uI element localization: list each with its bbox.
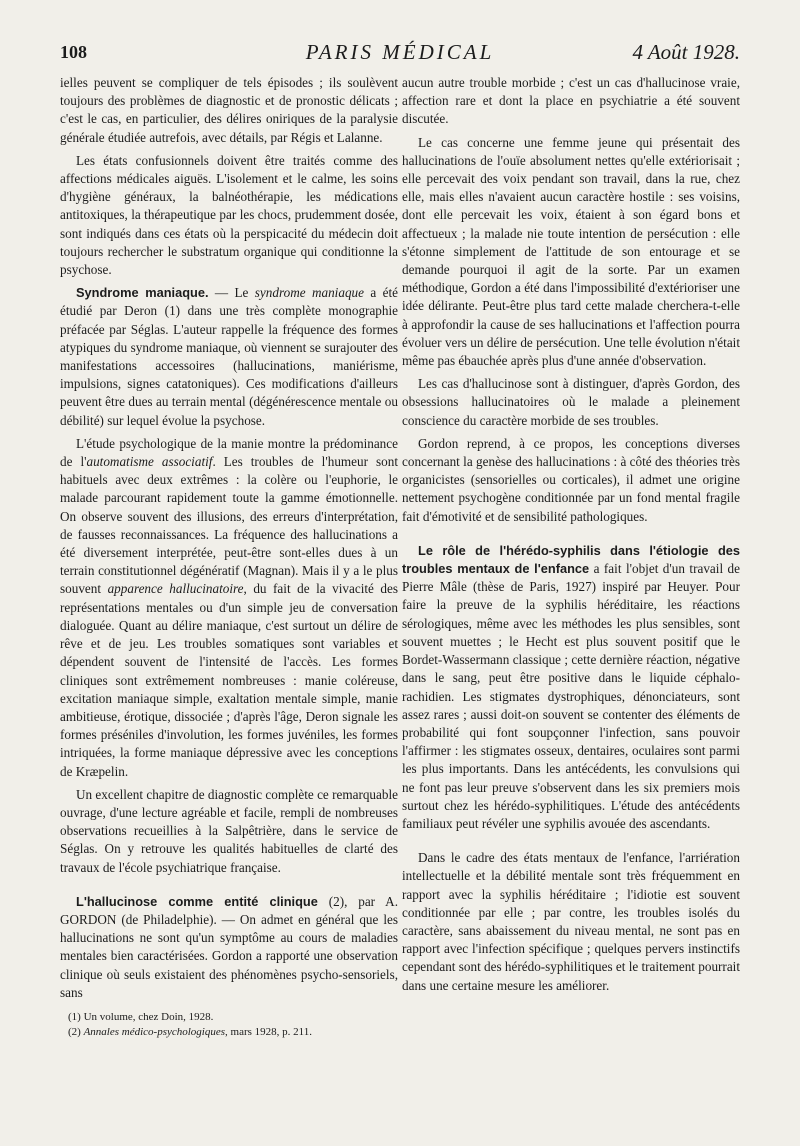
paragraph: L'étude psychologique de la manie montre la prédominance de l'automatisme associatif. Les troubles de l'humeur sont habituels avec deux extrêmes : la colère ou l'euphorie, le malade parcourant rapidement toute la gamme émotionnelle. On observe souvent des illusions, des erreurs d'interprétation, de fausses reconnaissances. La fréquence des hallucinations a été diversement interprétée, peut-être sont-elles dues à un terrain constitutionnel dégénératif (Magnan). Mais il y a le plus souvent apparence hallucinatoire, du fait de la vivacité des représentations mentales ou d'un simple jeu de conversation dialoguée. Quant au délire maniaque, c'est surtout un délire de rêve et de jeu. Les troubles somatiques sont variables et dépendent souvent de l'intensité de l'accès. Les formes cliniques sont extrêmement nombreuses : manie coléreuse, excitation maniaque simple, exaltation mentale simple, manie ambitieuse, érotique, dissociée ; d'après l'âge, Deron signale les formes préséniles d'involution, les formes juvéniles, les formes intriquées, la forme maniaque dépressive avec les conceptions de Kræpelin. xyxy=(60,435,399,779)
left-column xyxy=(60,74,398,1040)
paragraph: Dans le cadre des états mentaux de l'enfance, l'arriération intellectuelle et la débilité mentale sont très fréquemment en rapport avec la syphilis héréditaire ; l'idiotie est souvent conditionnée par elle ; par contre, les troubles isolés du caractère, sans abaissement du niveau mental, ne sont pas en rapport avec l'infection spécifique ; quelques pervers instinctifs cependant sont des hérédo-syphilitiques et le traitement pourrait dans une certaine mesure les améliorer. xyxy=(402,850,741,993)
paragraph: ielles peuvent se compliquer de tels épisodes ; ils soulèvent toujours des problèmes de diagnostic et de pronostic délicats ; c'est le cas, en particulier, des délires oniriques de la paralysie générale étudiée autrefois, avec détails, par Régis et Lalanne. xyxy=(60,75,398,145)
journal-title: PARIS MÉDICAL xyxy=(305,40,495,64)
footnote: (1) Un volume, chez Doin, 1928. xyxy=(68,1010,214,1023)
paragraph: Les états confusionnels doivent être traités comme des affections médicales aiguës. L'isolement et le calme, les soins d'hygiène généraux, la balnéothérapie, les médications antitoxiques, la thérapeutique par les chocs, prudemment dosée, sont indiqués dans ces états où la perspicacité du médecin doit toujours rechercher le substratum organique qui conditionne la psychose. xyxy=(60,152,398,278)
page-number: 108 xyxy=(60,42,87,62)
section-heading: L'hallucinose comme entité clinique xyxy=(76,893,318,909)
paragraph: Les cas d'hallucinose sont à distinguer, d'après Gordon, des obsessions hallucinatoires où le malade a pleinement conscience du caractère morbide de ses troubles. xyxy=(402,376,740,428)
section-syndrome-maniaque: Syndrome maniaque. — Le syndrome maniaque a été étudié par Deron (1) dans une très complète monographie préfacée par Séglas. L'auteur rappelle la fréquence des formes atypiques du syndrome maniaque, où viennent se surajouter des manifestations accessoires (hallucinations, maniérisme, impulsions, signes catatoniques). Ces modifications d'ailleurs peuvent être dues au terrain mental (dégénérescence mentale ou débilité) sur lequel évolue la psychose. xyxy=(60,285,398,428)
section-heading: Le rôle de l'hérédo-syphilis dans l'étiologie des troubles mentaux de l'enfance xyxy=(402,542,740,577)
paragraph: Le cas concerne une femme jeune qui présentait des hallucinations de l'ouïe absolument nettes qu'elle extériorisait ; elle percevait des voix pendant son travail, dans la rue, chez elle, mais elles n'avaient aucun caractère hostile : ses voisins, dont elle percevait les voix, étaient à son égard bons et affectueux ; la malade nie toute intention de persécution : elle s'étonne simplement de l'attitude de son entourage et se demande pourquoi il agit de la sorte. Par un examen méthodique, Gordon a été dans l'impossibilité d'extérioriser une idée délirante. Peut-être plus tard cette malade cherchera-t-elle à approfondir la cause de ses hallucinations et l'affection pourra évoluer vers un délire de persécution. Une telle évolution n'était même pas ébauchée après plus d'une année d'observation. xyxy=(402,134,740,369)
page-header xyxy=(60,40,740,66)
paragraph: Un excellent chapitre de diagnostic complète ce remarquable ouvrage, d'une lecture agréable et facile, rempli de nombreuses observations recueillies à la Salpêtrière, dans le service de Séglas. On y retrouve les qualités habituelles de clarté des travaux de l'école psychiatrique française. xyxy=(60,786,398,875)
paragraph: aucun autre trouble morbide ; c'est un cas d'hallucinose vraie, affection rare et dont la place en psychiatrie a été souvent discutée. xyxy=(402,75,740,127)
section-heredo-syphilis: Le rôle de l'hérédo-syphilis dans l'étiologie des troubles mentaux de l'enfance a fait l'objet d'un travail de Pierre Mâle (thèse de Paris, 1927) inspiré par Heuyer. Pour faire la preuve de la syphilis héréditaire, les réactions sérologiques, même avec les méthodes les plus sensibles, sont souvent muettes ; le Hecht est plus souvent positif que le Bordet-Wassermann classique ; cette dernière réaction, négative dans le sang, peut être positive dans le liquide céphalo-rachidien. Les stigmates dystrophiques, dénonciateurs, sont assez rares ; aussi doit-on souvent se contenter des éléments de probabilité qui font soupçonner l'infection, sans pouvoir l'affirmer : les stigmates osseux, dentaires, oculaires sont parmi les plus importants. Dans les antécédents, les convulsions qui ne font pas leur preuve s'observent dans les six premiers mois surtout chez les hérédo-syphilitiques. L'étude des antécédents familiaux peut révéler une syphilis avouée des ascendants. xyxy=(402,542,741,831)
section-hallucinose: L'hallucinose comme entité clinique (2), par A. GORDON (de Philadelphie). — On admet en général que les hallucinations ne sont qu'un symptôme au cours de maladies mentales bien caractérisées. Gordon a rapporté une observation clinique où seuls existaient des phénomènes psycho-sensoriels, sans xyxy=(60,893,398,1000)
right-column xyxy=(402,74,740,995)
paragraph: Gordon reprend, à ce propos, les conceptions diverses concernant la genèse des hallucinations : à côté des théories très organicistes (sensorielles ou corticales), il admet une origine nettement psychogène conditionnée par un fond mental fragile fait d'émotivité et de sensibilité pathologiques. xyxy=(402,435,740,524)
section-heading: Syndrome maniaque. xyxy=(76,285,209,301)
footnote: (2) Annales médico-psychologiques, mars 1928, p. 211. xyxy=(68,1025,312,1038)
footnotes xyxy=(60,1010,398,1040)
issue-date: 4 Août 1928. xyxy=(632,40,740,64)
